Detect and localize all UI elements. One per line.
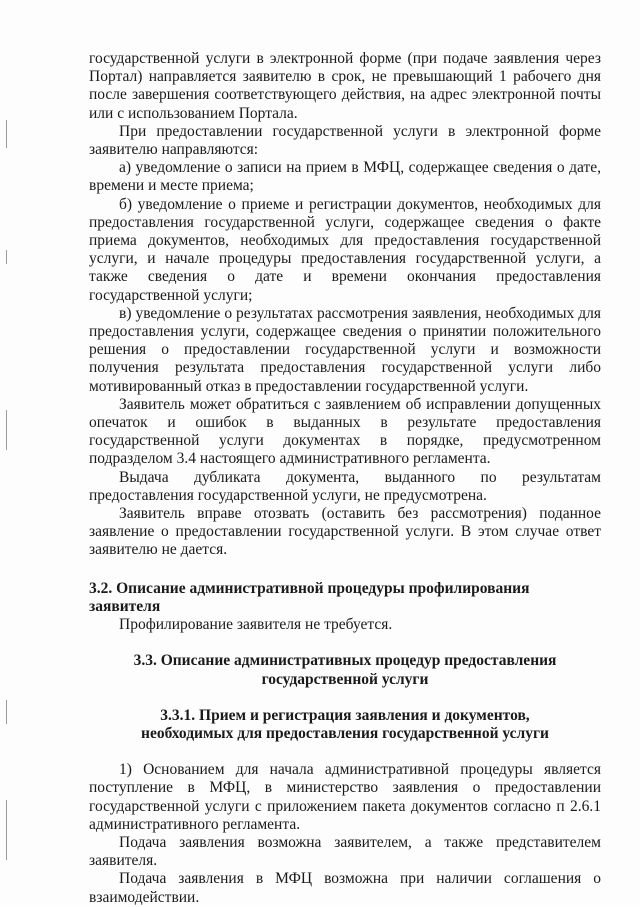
section-3-3-heading-line1: 3.3. Описание административных процедур предоставления — [133, 652, 557, 670]
paragraph-item-c: в) уведомление о результатах рассмотрения заявления, необходимых для предоставления услуги, содержащее сведения о принятии положительного решения о предоставлении государственной услуги и возможности получения результата предоставления государственной услуги либо мотивированный отказ в предоставлении государственной услуги. — [89, 304, 601, 395]
scan-edge-marks — [4, 0, 10, 905]
paragraph-notifications-intro: При предоставлении государственной услуги в электронной форме заявителю направляются: — [89, 122, 601, 159]
section-3-2-heading: 3.2. Описание административной процедуры профилирования заявителя — [89, 579, 530, 615]
paragraph-procedure-basis: 1) Основанием для начала административной процедуры является поступление в МФЦ, в министерство заявления о предоставлении государственной услуги с приложением пакета документов согласно п 2.6.1 административного регламента. — [89, 761, 601, 833]
paragraph-withdrawal: Заявитель вправе отозвать (оставить без рассмотрения) поданное заявление о предоставлении государственной услуги. В этом случае ответ заявителю не дается. — [89, 505, 601, 559]
paragraph-duplicate: Выдача дубликата документа, выданного по результатам предоставления государственной услуги, не предусмотрена. — [89, 468, 601, 504]
document-body — [89, 50, 601, 907]
section-3-3-1-heading-line2: необходимых для предоставления государственной услуги — [141, 724, 549, 742]
paragraph-submission-mfc: Подача заявления в МФЦ возможна при наличии соглашения о взаимодействии. — [89, 870, 601, 906]
section-3-3-heading-line2: государственной услуги — [261, 670, 429, 688]
section-3-3-1-heading-line1: 3.3.1. Прием и регистрация заявления и документов, — [160, 706, 530, 724]
section-3-2-text: Профилирование заявителя не требуется. — [119, 616, 393, 634]
paragraph-item-b: б) уведомление о приеме и регистрации документов, необходимых для предоставления государственной услуги, содержащее сведения о факте приема документов, необходимых для предоставления государственной услуги, и начале процедуры предоставления государственной услуги, а также сведения о дате и времени окончания предоставления государственной услуги; — [89, 195, 601, 304]
paragraph-submission-representative: Подача заявления возможна заявителем, а также представителем заявителя. — [89, 833, 601, 870]
paragraph-item-a: а) уведомление о записи на прием в МФЦ, содержащее сведения о дате, времени и месте приема; — [89, 159, 601, 195]
paragraph-electronic-delivery: государственной услуги в электронной форме (при подаче заявления через Портал) направляется заявителю в срок, не превышающий 1 рабочего дня после завершения соответствующего действия, на адрес электронной почты или с использованием Портала. — [89, 50, 601, 122]
paragraph-corrections: Заявитель может обратиться с заявлением об исправлении допущенных опечаток и ошибок в выданных в результате предоставления государственной услуги документах в порядке, предусмотренном подразделом 3.4 настоящего административного регламента. — [89, 395, 601, 468]
